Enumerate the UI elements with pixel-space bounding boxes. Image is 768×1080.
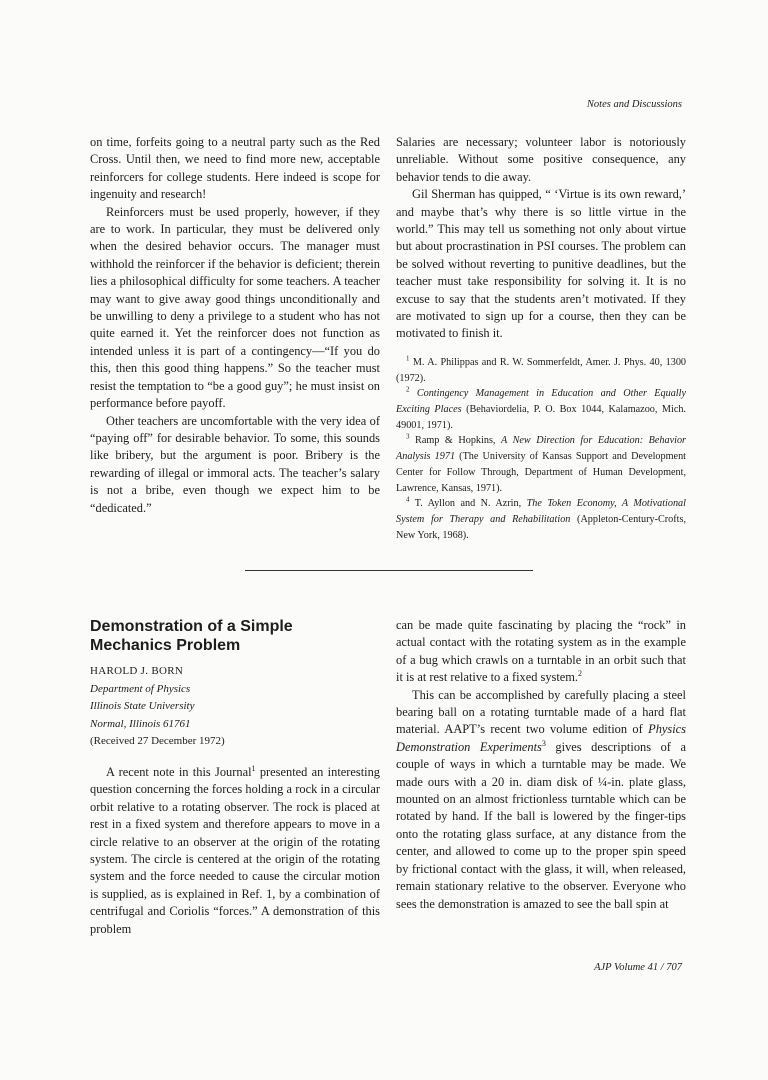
footnote-2: $^2$ Contingency Management in Education and Other Equally Exciting Places (Behaviordelia, P. O. Box 1044, Kalamazoo, Mich. 49001, 1971). <box>396 385 686 431</box>
top-right-column <box>396 134 686 543</box>
paragraph: on time, forfeits going to a neutral party such as the Red Cross. Until then, we need to find more new, acceptable reinforcers for college students. Here indeed is scope for ingenuity and research! <box>90 135 380 202</box>
paragraph: can be made quite fascinating by placing the “rock” in actual contact with the rotating system as in the example of a bug which crawls on a turntable in an orbit such that it is at rest relative to a fixed system.$^2$ <box>396 618 686 685</box>
department: Department of Physics <box>90 682 191 695</box>
footnote-1: $^1$ M. A. Philippas and R. W. Sommerfeldt, Amer. J. Phys. 40, 1300 (1972). <box>396 354 687 384</box>
paragraph: Gil Sherman has quipped, “ ‘Virtue is its own reward,’ and maybe that’s why there is so little virtue in the world.” This may tell us something not only about virtue but about procrastination in PSI courses. The problem can be solved without reverting to punitive deadlines, but the teacher must take responsibility for solving it. It is no excuse to say that the students aren’t motivated. If they are motivated to sign up for a course, then they can be motivated to finish it. <box>396 187 686 341</box>
footnote-4: $^4$ T. Ayllon and N. Azrin, The Token Economy, A Motivational System for Therapy and Rehabilitation (Appleton-Century-Crofts, New York, 1968). <box>396 495 686 541</box>
received-date: (Received 27 December 1972) <box>90 735 225 747</box>
section-divider <box>245 570 533 571</box>
footnotes <box>396 355 686 543</box>
footnote-3: $^3$ Ramp & Hopkins, A New Direction for Education: Behavior Analysis 1971 (The University of Kansas Support and Development Center for Follow Through, Department of Human Development, Lawrence, Kansas, 1971). <box>396 433 686 494</box>
paragraph: Other teachers are uncomfortable with the very idea of “paying off” for desirable behavior. To some, this sounds like bribery, but the argument is poor. Bribery is the rewarding of illegal or immoral acts. The teacher’s salary is not a bribe, even though we expect him to be “dedicated.” <box>90 413 380 515</box>
location: Normal, Illinois 61761 <box>90 717 191 730</box>
article-byline <box>90 663 380 751</box>
author-name: HAROLD J. BORN <box>90 665 184 677</box>
top-left-column <box>90 134 380 517</box>
paragraph: Salaries are necessary; volunteer labor is notoriously unreliable. Without some positive consequence, any behavior tends to die away. <box>396 135 686 184</box>
paragraph: This can be accomplished by carefully placing a steel bearing ball on a rotating turntable made of a hard flat material. AAPT’s recent two volume edition of Physics Demonstration Experiments$^3$ gives descriptions of a couple of ways in which a turntable may be made. We made ours with a 20 in. diam disk of ¼-in. plate glass, mounted on an almost frictionless turntable which can be rotated by hand. If the ball is lowered by the finger-tips onto the rotating glass surface, at any distance from the center, and allowed to come up to the proper spin speed by frictional contact with the glass, it will, when released, remain stationary relative to the observer. Everyone who sees the demonstration is amazed to see the ball spin at <box>396 687 686 911</box>
paragraph: A recent note in this Journal$^1$ presented an interesting question concerning the forces holding a rock in a circular orbit relative to a rotating observer. The rock is placed at rest in a fixed system and therefore appears to move in a circle relative to an observer at the origin of the rotating system. The circle is centered at the origin of the rotating system and the force needed to cause the circular motion is supplied, as is explained in Ref. 1, by a combination of centrifugal and Coriolis “forces.” A demonstration of this problem <box>90 763 380 936</box>
page-footer: AJP Volume 41 / 707 <box>594 962 682 973</box>
article-title: Demonstration of a Simple Mechanics Problem <box>90 618 293 654</box>
paragraph: Reinforcers must be used properly, however, if they are to work. In particular, they must be delivered only when the desired behavior occurs. The manager must withhold the reinforcer if the behavior is deficient; therein lies a philosophical difficulty for some teachers. A teacher may want to give away good things unconditionally and be unwilling to deny a privilege to a student who has not quite earned it. Yet the reinforcer does not function as intended unless it is part of a contingency—“If you do this, then this good thing happens.” So the teacher must resist the temptation to “be a good guy”; he must insist on performance before payoff. <box>90 204 380 411</box>
bottom-left-column <box>90 764 380 938</box>
bottom-right-column <box>396 617 686 913</box>
university: Illinois State University <box>90 700 195 712</box>
running-header: Notes and Discussions <box>586 99 682 110</box>
